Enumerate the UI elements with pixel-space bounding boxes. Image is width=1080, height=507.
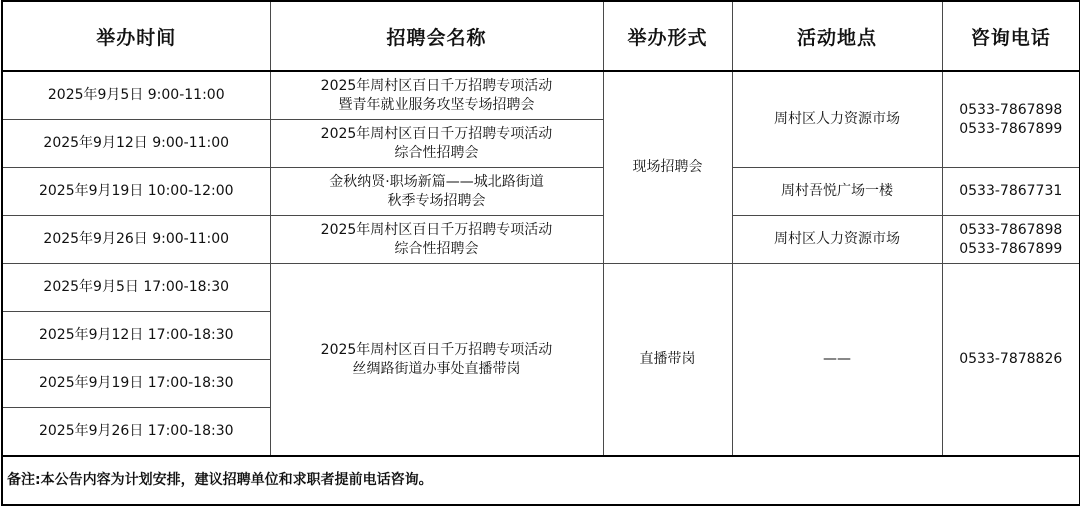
event-name-line1: 2025年周村区百日千万招聘专项活动 <box>320 221 553 238</box>
event-name-livestream <box>270 264 603 457</box>
event-time: 2025年9月19日 10:00-12:00 <box>2 168 270 216</box>
event-phone: 0533-7867731 <box>942 168 1080 216</box>
event-phone <box>942 216 1080 264</box>
event-time: 2025年9月12日 17:00-18:30 <box>2 312 270 360</box>
event-time: 2025年9月26日 17:00-18:30 <box>2 408 270 457</box>
event-name <box>270 71 603 120</box>
event-name-line1: 2025年周村区百日千万招聘专项活动 <box>320 341 553 358</box>
table-row <box>2 71 1080 120</box>
event-format-onsite: 现场招聘会 <box>603 71 732 264</box>
phone-number: 0533-7867898 <box>959 221 1063 238</box>
event-name-line1: 金秋纳贤·职场新篇——城北路街道 <box>329 173 544 190</box>
phone-number: 0533-7867899 <box>959 120 1063 137</box>
table-row <box>2 216 1080 264</box>
event-phone-livestream: 0533-7878826 <box>942 264 1080 457</box>
header-format: 举办形式 <box>603 1 732 71</box>
event-time: 2025年9月5日 9:00-11:00 <box>2 71 270 120</box>
event-format-livestream: 直播带岗 <box>603 264 732 457</box>
recruitment-schedule-table <box>1 0 1080 506</box>
event-time: 2025年9月5日 17:00-18:30 <box>2 264 270 312</box>
event-name-line1: 2025年周村区百日千万招聘专项活动 <box>320 77 553 94</box>
phone-number: 0533-7867899 <box>959 240 1063 257</box>
header-name: 招聘会名称 <box>270 1 603 71</box>
event-location: 周村区人力资源市场 <box>732 71 942 168</box>
event-name-line1: 2025年周村区百日千万招聘专项活动 <box>320 125 553 142</box>
header-time: 举办时间 <box>2 1 270 71</box>
event-time: 2025年9月12日 9:00-11:00 <box>2 120 270 168</box>
event-location: 周村吾悦广场一楼 <box>732 168 942 216</box>
header-phone: 咨询电话 <box>942 1 1080 71</box>
event-phone <box>942 71 1080 168</box>
header-row <box>2 1 1080 71</box>
event-name-line2: 综合性招聘会 <box>394 240 479 257</box>
event-time: 2025年9月26日 9:00-11:00 <box>2 216 270 264</box>
event-name <box>270 216 603 264</box>
event-name <box>270 168 603 216</box>
event-time: 2025年9月19日 17:00-18:30 <box>2 360 270 408</box>
event-name-line2: 综合性招聘会 <box>394 144 479 161</box>
event-location: 周村区人力资源市场 <box>732 216 942 264</box>
header-location: 活动地点 <box>732 1 942 71</box>
note-row <box>2 456 1080 505</box>
event-name <box>270 120 603 168</box>
phone-number: 0533-7867898 <box>959 101 1063 118</box>
remark-note: 备注:本公告内容为计划安排，建议招聘单位和求职者提前电话咨询。 <box>2 456 1080 505</box>
event-name-line2: 丝绸路街道办事处直播带岗 <box>352 360 521 377</box>
event-name-line2: 秋季专场招聘会 <box>387 192 486 209</box>
table-row <box>2 168 1080 216</box>
table-row <box>2 264 1080 312</box>
event-location-livestream: —— <box>732 264 942 457</box>
event-name-line2: 暨青年就业服务攻坚专场招聘会 <box>338 96 535 113</box>
